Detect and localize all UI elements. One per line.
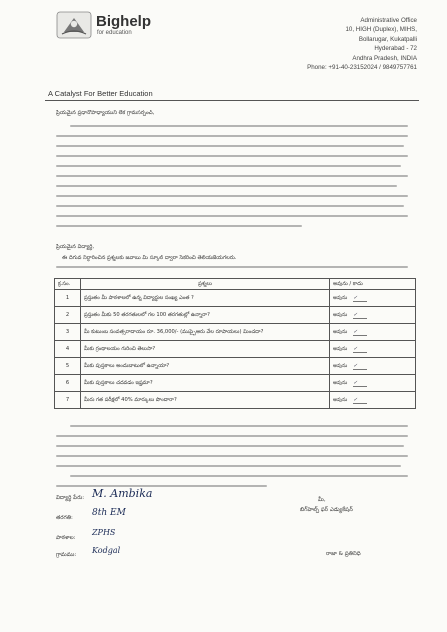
header-divider xyxy=(45,100,419,101)
representative-signature: రాజా & ప్రతినిధి xyxy=(326,551,361,557)
row-number: 3 xyxy=(55,324,81,341)
school-value: ZPHS xyxy=(92,528,116,537)
row-answer xyxy=(330,290,416,307)
address-line: Phone: +91-40-23152024 / 9849757761 xyxy=(307,64,417,72)
table-header-cell: ప్రశ్నలు xyxy=(81,279,330,290)
table-row xyxy=(55,290,416,307)
row-question: మీ కుటుంబ సంవత్సరాదాయం రూ. 36,000/- (ముప్పైఆరు వేల రూపాయలు) మించదా? xyxy=(81,324,330,341)
address-line: 10, HIGH (Duplex), MIHS, xyxy=(345,26,417,34)
table-row xyxy=(55,358,416,375)
row-number: 5 xyxy=(55,358,81,375)
address-line: Bollarugar, Kukatpalli xyxy=(358,35,417,43)
table-header-cell: అవును / కాదు xyxy=(330,279,416,290)
row-question: ప్రస్తుతం మీ పాఠశాలలో ఉన్న విద్యార్థుల సంఖ్య ఎంత ? xyxy=(81,290,330,307)
row-answer xyxy=(330,392,416,409)
school-label: పాఠశాల: xyxy=(56,535,76,541)
brand-name: Bighelp xyxy=(96,13,151,30)
row-question: ప్రస్తుతం మీకు 50 తరగతులలో గల 100 తరగతుల్లో ఉన్నారా? xyxy=(81,307,330,324)
answer-text: అవును xyxy=(333,396,348,403)
closing-yours: మీ, xyxy=(318,497,326,503)
row-question: మీరు గత పరీక్షలో 40% మార్కులు పొందారా? xyxy=(81,392,330,409)
row-number: 1 xyxy=(55,290,81,307)
table-row xyxy=(55,392,416,409)
row-question: మీకు పుస్తకాలు అందుబాటులో ఉన్నాయా? xyxy=(81,358,330,375)
class-label: తరగతి: xyxy=(56,515,73,521)
address-block xyxy=(287,16,417,72)
organization-name: బిగ్‌హెల్ప్ ఫర్ ఎడ్యుకేషన్ xyxy=(300,507,353,513)
table-header-row xyxy=(55,279,416,290)
answer-text: అవును xyxy=(333,362,348,369)
questions-table xyxy=(54,278,416,409)
student-name-value: M. Ambika xyxy=(92,487,153,500)
address-line: Administrative Office xyxy=(360,17,417,24)
tagline: A Catalyst For Better Education xyxy=(48,89,153,98)
bighelp-logo-icon xyxy=(56,10,92,40)
row-answer xyxy=(330,358,416,375)
closing-paragraph xyxy=(56,425,408,495)
table-intro-line xyxy=(56,266,408,276)
table-row xyxy=(55,324,416,341)
table-header-cell: క్ర.సం. xyxy=(55,279,81,290)
answer-text: అవును xyxy=(333,379,348,386)
row-answer xyxy=(330,375,416,392)
place-value: Kodgal xyxy=(92,546,121,555)
answer-text: అవును xyxy=(333,294,348,301)
row-answer xyxy=(330,324,416,341)
answer-text: అవును xyxy=(333,311,348,318)
row-number: 7 xyxy=(55,392,81,409)
brand-subtitle: for education xyxy=(97,30,132,36)
table-intro: ఈ దిగువ నిర్ధారించిన ప్రశ్నలకు జవాబు మీ స్కూల్ ద్వారా సేకరించి తెలియజేయగలరు. xyxy=(62,255,237,261)
answer-text: అవును xyxy=(333,328,348,335)
tick-mark-icon: ✓ xyxy=(353,397,367,404)
student-name-label: విద్యార్థి పేరు: xyxy=(56,495,85,501)
salutation: ప్రియమైన ప్రధానోపాధ్యాయుని లేక గ్రామసర్పంచ్, xyxy=(56,110,155,116)
student-salutation: ప్రియమైన విద్యార్థి, xyxy=(56,244,95,250)
tick-mark-icon: ✓ xyxy=(353,363,367,370)
tick-mark-icon: ✓ xyxy=(353,312,367,319)
tick-mark-icon: ✓ xyxy=(353,346,367,353)
row-question: మీకు గ్రంథాలయం గురించి తెలుసా? xyxy=(81,341,330,358)
class-value: 8th EM xyxy=(92,508,126,518)
table-row xyxy=(55,307,416,324)
row-question: మీకు పుస్తకాలు చదవడం ఇష్టమా? xyxy=(81,375,330,392)
row-number: 2 xyxy=(55,307,81,324)
address-line: Andhra Pradesh, INDIA xyxy=(352,54,417,62)
row-number: 4 xyxy=(55,341,81,358)
row-answer xyxy=(330,341,416,358)
answer-text: అవును xyxy=(333,345,348,352)
row-answer xyxy=(330,307,416,324)
place-label: గ్రామము: xyxy=(56,552,77,558)
tick-mark-icon: ✓ xyxy=(353,380,367,387)
letter-body-paragraph xyxy=(56,125,408,235)
tick-mark-icon: ✓ xyxy=(353,329,367,336)
table-row xyxy=(55,375,416,392)
row-number: 6 xyxy=(55,375,81,392)
tick-mark-icon: ✓ xyxy=(353,295,367,302)
address-line: Hyderabad - 72 xyxy=(374,45,417,53)
table-row xyxy=(55,341,416,358)
